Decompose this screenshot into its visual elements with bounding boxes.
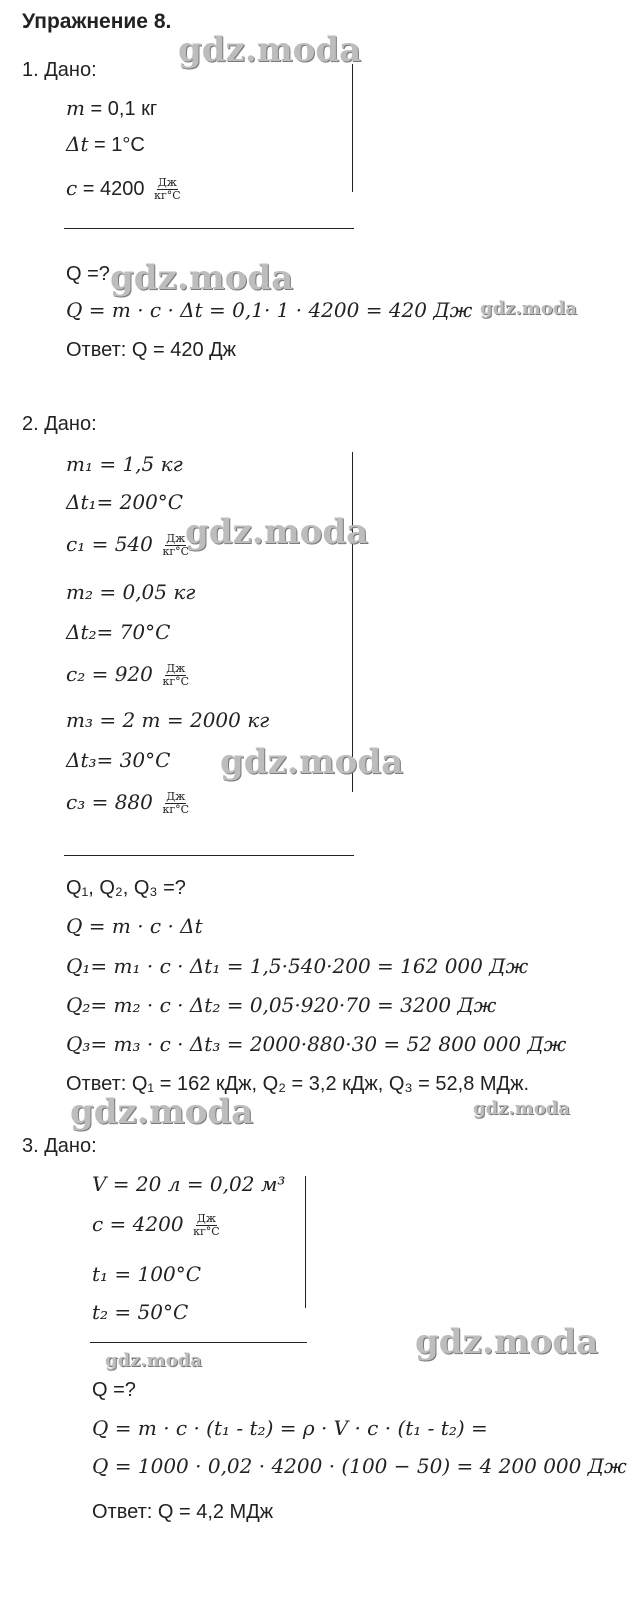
ex1-given-dt: Δt = 1°С xyxy=(66,132,145,156)
unit-fraction: $\frac{Дж}{кг^\circ С}$ xyxy=(162,532,189,559)
ex2-m2: m₂ = 0,05 кг xyxy=(66,580,196,604)
ex2-find: Q₁, Q₂, Q₃ =? xyxy=(66,877,186,899)
ex3-t1: t₁ = 100°С xyxy=(92,1262,202,1286)
ex3-find: Q =? xyxy=(92,1379,136,1401)
watermark: gdz.moda xyxy=(473,1098,570,1119)
ex2-answer: Ответ: Q₁ = 162 кДж, Q₂ = 3,2 кДж, Q₃ = 52,8 МДж. xyxy=(66,1073,530,1095)
ex2-c3: c₃ = 880 $\frac{Дж}{кг^\circ С}$ xyxy=(66,790,189,817)
ex1-answer: Ответ: Q = 420 Дж xyxy=(66,339,237,361)
ex2-label: 2. Дано: xyxy=(22,413,97,435)
ex1-find: Q =? xyxy=(66,263,110,285)
given-divider-vertical xyxy=(352,64,353,192)
ex1-given-c: c = 4200 $\frac{Дж}{кг^\circ С}$ xyxy=(66,176,181,203)
ex2-formula: Q = m · c · Δt xyxy=(66,914,203,938)
ex2-m1: m₁ = 1,5 кг xyxy=(66,452,183,476)
watermark: gdz.moda xyxy=(480,298,577,319)
unit-fraction: $\frac{Дж}{кг^\circ С}$ xyxy=(193,1212,220,1239)
unit-fraction: $\frac{Дж}{кг^\circ С}$ xyxy=(162,790,189,817)
given-divider-horizontal xyxy=(90,1342,307,1343)
unit-fraction: $\frac{Дж}{кг^\circ С}$ xyxy=(154,176,181,203)
ex3-t2: t₂ = 50°С xyxy=(92,1300,189,1324)
watermark: gdz.moda xyxy=(105,1350,202,1371)
ex2-c2: c₂ = 920 $\frac{Дж}{кг^\circ С}$ xyxy=(66,662,189,689)
ex1-solution: Q = m · c · Δt = 0,1· 1 · 4200 = 420 Дж xyxy=(66,298,473,322)
given-divider-vertical xyxy=(352,452,353,792)
ex3-c: c = 4200 $\frac{Дж}{кг^\circ С}$ xyxy=(92,1212,220,1239)
ex2-c1: c₁ = 540 $\frac{Дж}{кг^\circ С}$ xyxy=(66,532,189,559)
watermark: gdz.moda xyxy=(110,258,294,298)
ex1-given-m: m = 0,1 кг xyxy=(66,96,158,120)
watermark: gdz.moda xyxy=(178,30,362,70)
given-divider-horizontal xyxy=(64,855,354,856)
given-divider-horizontal xyxy=(64,228,354,229)
ex3-line1: Q = m · c · (t₁ - t₂) = ρ · V · c · (t₁ - t₂) = xyxy=(92,1416,488,1440)
given-divider-vertical xyxy=(305,1176,306,1308)
page-title: Упражнение 8. xyxy=(22,10,172,33)
ex2-q1: Q₁= m₁ · c · Δt₁ = 1,5·540·200 = 162 000 Дж xyxy=(66,954,529,978)
ex2-dt3: Δt₃= 30°С xyxy=(66,748,171,772)
watermark: gdz.moda xyxy=(220,742,404,782)
ex2-m3: m₃ = 2 т = 2000 кг xyxy=(66,708,270,732)
ex2-q3: Q₃= m₃ · c · Δt₃ = 2000·880·30 = 52 800 000 Дж xyxy=(66,1032,567,1056)
watermark: gdz.moda xyxy=(185,512,369,552)
ex3-v: V = 20 л = 0,02 м³ xyxy=(92,1172,286,1196)
ex1-label: 1. Дано: xyxy=(22,59,97,81)
ex3-line2: Q = 1000 · 0,02 · 4200 · (100 − 50) = 4 200 000 Дж xyxy=(92,1454,627,1478)
ex2-dt2: Δt₂= 70°С xyxy=(66,620,171,644)
unit-fraction: $\frac{Дж}{кг^\circ С}$ xyxy=(162,662,189,689)
ex2-q2: Q₂= m₂ · c · Δt₂ = 0,05·920·70 = 3200 Дж xyxy=(66,993,497,1017)
watermark: gdz.moda xyxy=(70,1092,254,1132)
ex3-answer: Ответ: Q = 4,2 МДж xyxy=(92,1501,274,1523)
ex3-label: 3. Дано: xyxy=(22,1135,97,1157)
watermark: gdz.moda xyxy=(415,1322,599,1362)
ex2-dt1: Δt₁= 200°С xyxy=(66,490,184,514)
